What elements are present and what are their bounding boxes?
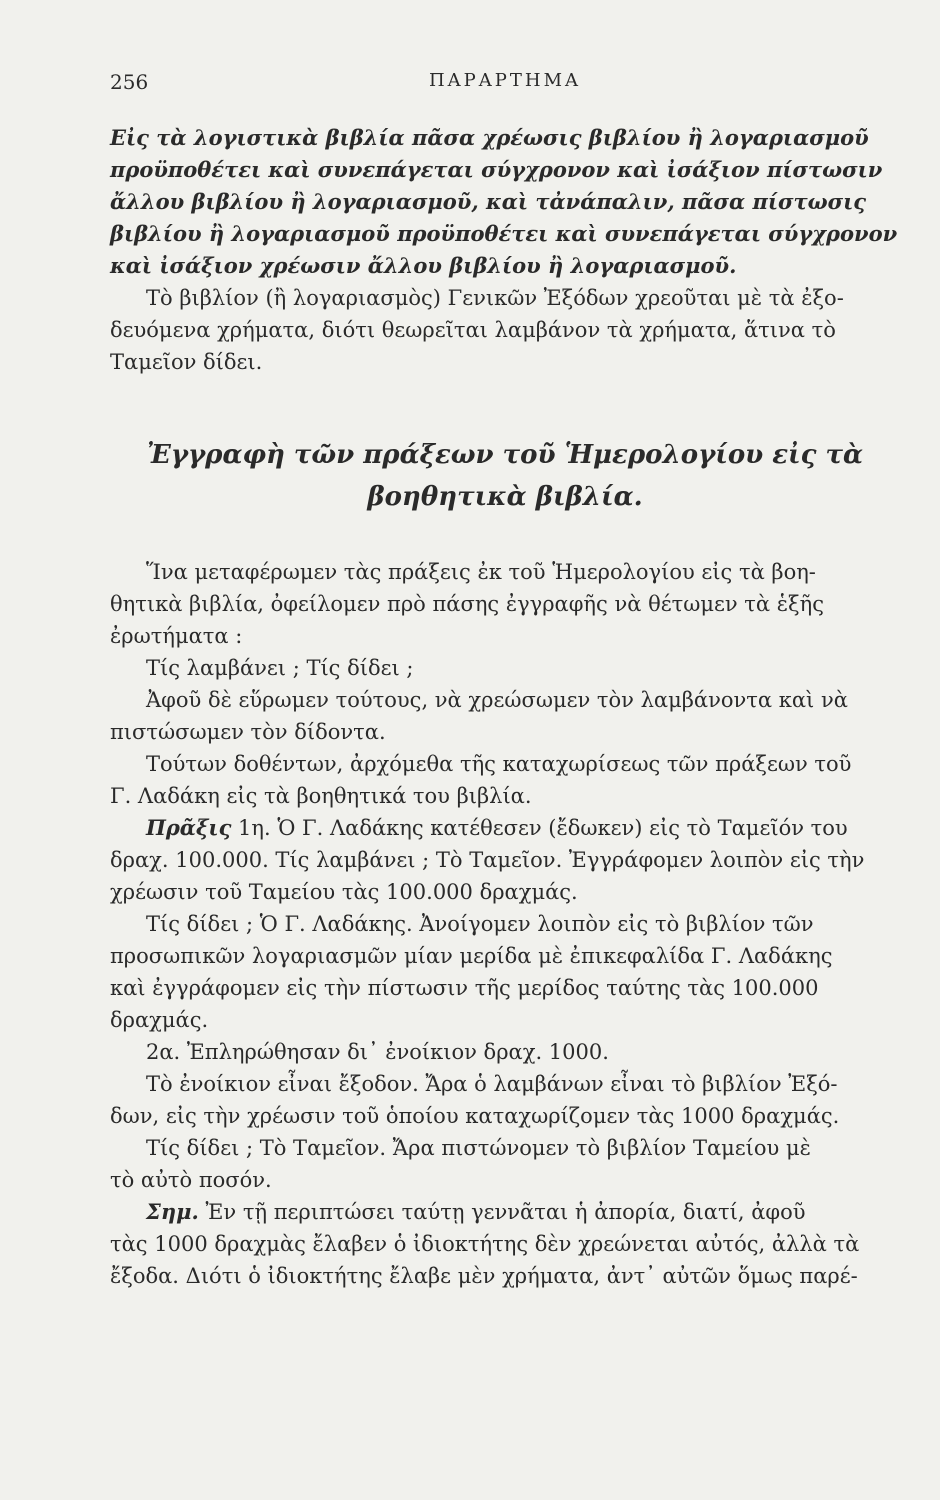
body-line-text: τὰς 1000 δραχμὰς ἔλαβεν ὁ ἰδιοκτήτης δὲν χρεώνεται αὐτός, ἀλλὰ τὰ <box>110 1232 860 1256</box>
body-line-text: χρέωσιν τοῦ Ταμείου τὰς 100.000 δραχμάς. <box>110 880 578 904</box>
section-title-line-2: βοηθητικὰ βιβλία. <box>367 482 643 512</box>
body-line-text: τὸ αὐτὸ ποσόν. <box>110 1168 272 1192</box>
body-line-text: Τὸ ἐνοίκιον εἶναι ἔξοδον. Ἄρα ὁ λαμβάνων εἶναι τὸ βιβλίον Ἐξό- <box>146 1072 838 1096</box>
inline-label: Πρᾶξις <box>146 815 232 840</box>
body-line-text: πιστώσωμεν τὸν δίδοντα. <box>110 720 386 744</box>
body-line-text: καὶ ἐγγράφομεν εἰς τὴν πίστωσιν τῆς μερίδος ταύτης τὰς 100.000 <box>110 976 819 1000</box>
running-head: ΠΑΡΑΡΤΗΜΑ <box>428 70 582 91</box>
body-line-text: θητικὰ βιβλία, ὀφείλομεν πρὸ πάσης ἐγγραφῆς νὰ θέτωμεν τὰ ἑξῆς <box>110 592 824 616</box>
para-line: Ταμεῖον δίδει. <box>110 350 263 374</box>
body-line <box>110 748 940 780</box>
body-line <box>110 908 940 940</box>
body-line <box>110 1196 940 1228</box>
body-line-text: 1η. Ὁ Γ. Λαδάκης κατέθεσεν (ἔδωκεν) εἰς τὸ Ταμεῖόν του <box>231 816 848 840</box>
body-line-text: ἔξοδα. Διότι ὁ ἰδιοκτήτης ἔλαβε μὲν χρήματα, ἀντ᾽ αὐτῶν ὅμως παρέ- <box>110 1264 858 1288</box>
page-header <box>110 70 900 100</box>
body-line <box>110 1164 940 1196</box>
para-line: Τὸ βιβλίον (ἢ λογαριασμὸς) Γενικῶν Ἐξόδων χρεοῦται μὲ τὰ ἐξο- <box>146 286 844 310</box>
body-line <box>110 1036 940 1068</box>
body-line-text: Ἀφοῦ δὲ εὕρωμεν τούτους, νὰ χρεώσωμεν τὸν λαμβάνοντα καὶ νὰ <box>146 688 848 712</box>
body-line <box>110 812 940 844</box>
body-line <box>110 1004 940 1036</box>
body-line-text: Τίς δίδει ; Ὁ Γ. Λαδάκης. Ἀνοίγομεν λοιπὸν εἰς τὸ βιβλίον τῶν <box>146 912 814 936</box>
body-line-text: δων, εἰς τὴν χρέωσιν τοῦ ὁποίου καταχωρίζομεν τὰς 1000 δραχμάς. <box>110 1104 840 1128</box>
para-line: δευόμενα χρήματα, διότι θεωρεῖται λαμβάνον τὰ χρήματα, ἅτινα τὸ <box>110 318 836 342</box>
section-body <box>110 556 940 1292</box>
intro-line: βιβλίου ἢ λογαριασμοῦ προϋποθέτει καὶ συνεπάγεται σύγχρονον <box>110 221 898 246</box>
body-line <box>110 620 940 652</box>
body-line <box>110 716 940 748</box>
body-line <box>110 844 940 876</box>
body-line-text: Τίς δίδει ; Τὸ Ταμεῖον. Ἄρα πιστώνομεν τὸ βιβλίον Ταμείου μὲ <box>146 1136 811 1160</box>
body-line-text: Ἵνα μεταφέρωμεν τὰς πράξεις ἐκ τοῦ Ἡμερολογίου εἰς τὰ βοη- <box>146 560 816 584</box>
body-line <box>110 876 940 908</box>
intro-line: ἄλλου βιβλίου ἢ λογαριασμοῦ, καὶ τἀνάπαλιν, πᾶσα πίστωσις <box>110 189 867 214</box>
body-line <box>110 588 940 620</box>
body-line <box>110 940 940 972</box>
body-line-text: Τούτων δοθέντων, ἀρχόμεθα τῆς καταχωρίσεως τῶν πράξεων τοῦ <box>146 752 852 776</box>
body-line-text: προσωπικῶν λογαριασμῶν μίαν μερίδα μὲ ἐπικεφαλίδα Γ. Λαδάκης <box>110 944 833 968</box>
intro-line: Εἰς τὰ λογιστικὰ βιβλία πᾶσα χρέωσις βιβλίου ἢ λογαριασμοῦ <box>110 125 869 150</box>
page-number: 256 <box>110 70 149 94</box>
body-line <box>110 556 940 588</box>
body-line <box>110 1260 940 1292</box>
section-title-line-1: Ἐγγραφὴ τῶν πράξεων τοῦ Ἡμερολογίου εἰς τὰ <box>146 440 864 470</box>
intro-line: προϋποθέτει καὶ συνεπάγεται σύγχρονον καὶ ἰσάξιον πίστωσιν <box>110 157 883 182</box>
body-line-text: Ἐν τῇ περιπτώσει ταύτῃ γεννᾶται ἡ ἀπορία, διατί, ἀφοῦ <box>198 1200 806 1224</box>
intro-block <box>110 122 940 378</box>
body-line <box>110 1100 940 1132</box>
body-line <box>110 1068 940 1100</box>
body-line <box>110 1132 940 1164</box>
intro-line: καὶ ἰσάξιον χρέωσιν ἄλλου βιβλίου ἢ λογαριασμοῦ. <box>110 253 737 278</box>
body-line-text: Τίς λαμβάνει ; Τίς δίδει ; <box>146 656 414 680</box>
body-line <box>110 780 940 812</box>
body-line-text: Γ. Λαδάκη εἰς τὰ βοηθητικά του βιβλία. <box>110 784 532 808</box>
body-line <box>110 1228 940 1260</box>
body-line-text: 2α. Ἐπληρώθησαν δι᾽ ἐνοίκιον δραχ. 1000. <box>146 1040 609 1064</box>
body-line <box>110 652 940 684</box>
body-line-text: ἐρωτήματα : <box>110 624 243 648</box>
body-line-text: δραχ. 100.000. Τίς λαμβάνει ; Τὸ Ταμεῖον. Ἐγγράφομεν λοιπὸν εἰς τὴν <box>110 848 865 872</box>
inline-label: Σημ. <box>146 1199 199 1224</box>
body-line-text: δραχμάς. <box>110 1008 209 1032</box>
body-line <box>110 972 940 1004</box>
body-line <box>110 684 940 716</box>
